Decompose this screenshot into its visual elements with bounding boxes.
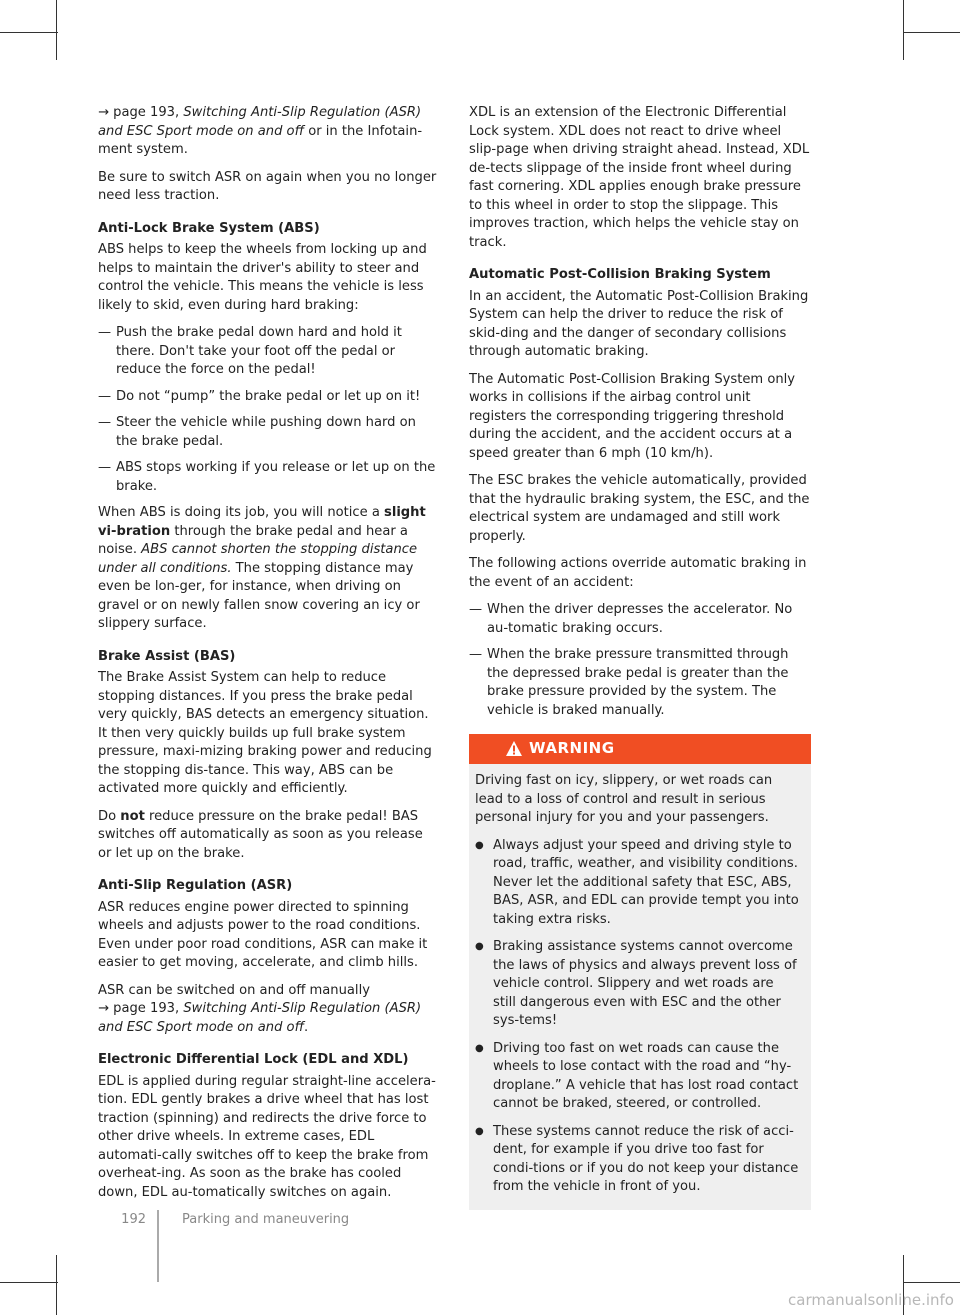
arrow-icon: → (98, 1001, 109, 1016)
section-heading-abs: Anti-Lock Brake System (ABS) (98, 220, 320, 236)
arrow-icon: → (98, 105, 109, 120)
footer-divider (157, 1210, 159, 1282)
bullet-icon: ● (475, 839, 484, 851)
dash-icon: — (469, 602, 483, 617)
bullet-icon: ● (475, 1042, 484, 1054)
paragraph: XDL is an extension of the Electronic Differential Lock system. XDL does not react to drive wheel slip-page when driving straight ahead. Instead, XDL de-tects slippage of the inside front wheel during fast cornering. XDL applies enough brake pressure to this wheel in order to stop the slippage. This improves traction, which helps the vehicle stay on track. (469, 105, 810, 250)
list-item: ● These systems cannot reduce the risk of acci-dent, for example if you drive too fast for condi-tions or if you do not keep your distance from the vehicle in front of you. (475, 1123, 799, 1194)
paragraph: The following actions override automatic braking in the event of an accident: (469, 556, 807, 590)
dash-icon: — (98, 460, 112, 475)
paragraph: ABS helps to keep the wheels from locking up and helps to maintain the driver's ability to steer and control the vehicle. This means the vehicle is less likely to skid, even during hard braking: (98, 242, 427, 313)
section-heading-post-collision: Automatic Post-Collision Braking System (469, 267, 771, 282)
dash-icon: — (98, 415, 112, 430)
bullet-icon: ● (475, 941, 484, 952)
warning-body (469, 764, 811, 1210)
crop-mark (903, 32, 960, 33)
section-heading-edl: Electronic Differential Lock (EDL and XDL) (98, 1052, 409, 1067)
list-item: — Push the brake pedal down hard and hold it there. Don't take your foot off the pedal or reduce the force on the pedal! (98, 325, 402, 377)
paragraph: ASR reduces engine power directed to spinning wheels and adjusts power to the road conditions. Even under poor road conditions, ASR can make it easier to get moving, accelerate, and climb hills. (98, 899, 428, 970)
dash-icon: — (98, 388, 112, 404)
page-link[interactable]: Switching Anti-Slip Regulation (ASR) and ESC Sport mode on and off (98, 1001, 422, 1035)
list-item: ● Braking assistance systems cannot overcome the laws of physics and always prevent loss of vehicle control. Slippery and wet roads are still dangerous even with ESC and the other sys-tems! (475, 939, 797, 1028)
page-number: 192 (121, 1212, 146, 1227)
paragraph: The ESC brakes the vehicle automatically, provided that the hydraulic braking system, the ESC, and the electrical system are undamaged and still work properly. (469, 473, 810, 544)
crop-mark (56, 1255, 57, 1315)
paragraph: ASR can be switched on and off manually → page 193, Switching Anti-Slip Regulation (ASR) and ESC Sport mode on and off. (98, 982, 422, 1035)
paragraph: The Automatic Post-Collision Braking System only works in collisions if the airbag control unit registers the corresponding triggering threshold during the accident, and the accident occurs at a speed greater than 6 mph (10 km/h). (469, 371, 796, 461)
dash-icon: — (98, 325, 112, 340)
section-heading-asr: Anti-Slip Regulation (ASR) (98, 878, 293, 893)
left-column (98, 104, 438, 1211)
crop-mark (903, 1282, 960, 1283)
paragraph: The Brake Assist System can help to reduce stopping distances. If you press the brake pedal very quickly, BAS detects an emergency situation. It then very quickly builds up full brake system pressure, maxi-mizing braking power and reducing the stopping dis-tance. This way, ABS can be activated more quickly and efficiently. (98, 670, 432, 796)
paragraph: Do not reduce pressure on the brake pedal! BAS switches off automatically as soon as you release or let up on the brake. (98, 808, 423, 861)
list-item: ● Always adjust your speed and driving style to road, traffic, weather, and visibility conditions. Never let the additional safety that ESC, ABS, BAS, ASR, and EDL can provide tempt you into taking extra risks. (475, 837, 799, 927)
section-title: Parking and maneuvering (182, 1212, 350, 1227)
dash-icon: — (469, 647, 483, 662)
paragraph: Be sure to switch ASR on again when you no longer need less traction. (98, 169, 437, 203)
warning-intro: Driving fast on icy, slippery, or wet roads can lead to a loss of control and result in serious personal injury for you and your passengers. (475, 773, 773, 825)
paragraph: In an accident, the Automatic Post-Collision Braking System can help the driver to reduce the risk of skid-ding and the danger of secondary collisions through automatic braking. (469, 288, 809, 359)
crop-mark (0, 32, 58, 33)
bullet-icon: ● (475, 1125, 484, 1137)
list-item: — Steer the vehicle while pushing down hard on the brake pedal. (98, 415, 416, 449)
warning-box (469, 734, 811, 1210)
right-column (469, 104, 811, 1210)
page-link[interactable]: Switching Anti-Slip Regulation (ASR) and ESC Sport mode on and off (98, 105, 422, 139)
asr-reference-paragraph: → page 193, Switching Anti-Slip Regulation (ASR) and ESC Sport mode on and off or in the Infotain-ment system. (98, 105, 423, 157)
list-item: — Do not “pump” the brake pedal or let up on it! (98, 388, 438, 407)
crop-mark (56, 0, 57, 60)
warning-title: WARNING (529, 739, 615, 757)
warning-triangle-icon (505, 740, 523, 764)
list-item: — When the driver depresses the accelerator. No au-tomatic braking occurs. (469, 602, 793, 636)
paragraph: When ABS is doing its job, you will notice a slight vi-bration through the brake pedal and hear a noise. ABS cannot shorten the stopping distance under all conditions. The stopping distance may even be lon-ger, for instance, when driving on gravel or on newly fallen snow covering an icy or slippery surface. (98, 505, 426, 631)
warning-header (469, 734, 811, 764)
crop-mark (0, 1282, 58, 1283)
list-item: ● Driving too fast on wet roads can cause the wheels to lose contact with the road and “hy-droplane.” A vehicle that has lost road contact cannot be braked, steered, or controlled. (475, 1040, 799, 1111)
list-item: — When the brake pressure transmitted through the depressed brake pedal is greater than the brake pressure provided by the system. The vehicle is braked manually. (469, 647, 789, 718)
section-heading-bas: Brake Assist (BAS) (98, 648, 236, 664)
list-item: — ABS stops working if you release or let up on the brake. (98, 460, 436, 494)
paragraph: EDL is applied during regular straight-line accelera-tion. EDL gently brakes a drive wheel that has lost traction (spinning) and redirects the drive force to other drive wheels. In extreme cases, EDL automati-cally switches off to keep the brake from overheat-ing. As soon as the brake has cooled down, EDL au-tomatically switches on again. (98, 1073, 436, 1200)
watermark: carmanualsonline.info (788, 1291, 954, 1309)
crop-mark (903, 0, 904, 60)
